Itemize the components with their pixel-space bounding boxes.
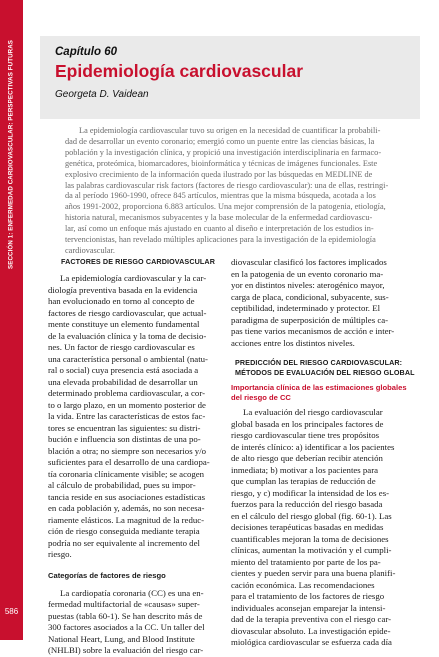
text-line: en la patogenia de un evento coronario ma- — [231, 268, 384, 279]
text-line: para el tratamiento de los factores de riesgo — [231, 591, 385, 601]
text-line: podría no ser equivalente al incremento del — [48, 537, 200, 548]
text-line: de alto riesgo que deberían recibir atención — [231, 453, 383, 463]
text-line: han evolucionado en torno al concepto de — [48, 296, 195, 306]
chapter-label: Capítulo 60 — [55, 46, 117, 58]
page-number: 586 — [4, 607, 19, 616]
abstract-line: tervencionistas, han revelado múltiples aplicaciones para la investigación de la epidemiología — [65, 235, 376, 245]
abstract-line: población y la investigación clínica, y propició una investigación interdisciplinaria en farmaco- — [65, 147, 382, 157]
abstract-line: La epidemiología cardiovascular tuvo su origen en la necesidad de cuantificar la probabili- — [79, 126, 381, 135]
text-line: decisiones terapéuticas basadas en medidas — [231, 522, 384, 532]
abstract-line: genética, proteómica, biomarcadores, bioinformática y técnicas de imágenes funcionales. Este — [65, 158, 378, 168]
subsection-heading: Categorías de factores de riesgo — [48, 570, 166, 580]
text-line: cación económica. Las recomendaciones — [231, 579, 375, 590]
abstract-line: lar, así como un enfoque más ajustado en cuanto al diseño e interpretación de los estudios in- — [65, 224, 374, 234]
text-line: ral o social) cuya presencia está asociada a — [48, 365, 199, 375]
text-line: (NHLBI) sobre la evaluación del riesgo car- — [48, 645, 204, 655]
text-line: mente constituye un elemento fundamental — [48, 319, 200, 329]
paragraph — [48, 588, 228, 657]
text-line: puestas (tabla 60-1). Se han descrito más de — [48, 610, 203, 621]
abstract-line: años 1991-2002, proporciona 6.883 artículos. Una mejor comprensión de la patogenia, etiología, — [65, 202, 386, 212]
text-line: bución e influencia son distintas de una po- — [48, 434, 201, 444]
text-line: acciones entre los distintos niveles. — [231, 337, 355, 348]
subsection-heading: Importancia clínica de las estimaciones globales — [231, 383, 407, 392]
text-line: una elevada probabilidad de desarrollar un — [48, 376, 198, 387]
text-line: cuantificables mejoran la toma de decisiones — [231, 533, 389, 544]
text-line: National Heart, Lung, and Blood Institute — [48, 633, 195, 644]
text-line: to o largo plazo, en un momento posterior de — [48, 399, 206, 410]
text-line: tores se encuentran las siguientes: su distri- — [48, 422, 201, 433]
text-line: una característica personal o ambiental (natu- — [48, 353, 208, 364]
abstract-line — [65, 181, 423, 192]
text-line: tía coronaria clínicamente visible; se acogen — [48, 468, 205, 479]
section-heading: FACTORES DE RIESGO CARDIOVASCULAR — [61, 257, 215, 266]
text-line: pas tiene varios mecanismos de acción e inter- — [231, 326, 395, 336]
text-line: fermedad multifactorial de «causas» super- — [48, 599, 200, 609]
subsection-heading-cont: del riesgo de CC — [231, 393, 291, 402]
section-heading: PREDICCIÓN DEL RIESGO CARDIOVASCULAR: — [235, 358, 403, 367]
text-line: individuales aconsejan emparejar la intensi- — [231, 602, 386, 613]
abstract-line: da al período 1960-1990, ofrece 845 artículos, mientras que la misma búsqueda, acotada a los — [65, 191, 376, 201]
text-line: riesgo, y c) modificar la intensidad de los es- — [231, 487, 390, 498]
text-line: La evaluación del riesgo cardiovascular — [243, 407, 383, 417]
text-line: en el cálculo del riesgo global (fig. 60-1). Las — [231, 510, 392, 521]
left-column — [48, 257, 228, 657]
text-line: miento del tratamiento por parte de los pa- — [231, 556, 381, 567]
text-line: diología preventiva basada en la evidencia — [48, 284, 198, 295]
text-line: diovascular clasificó los factores implicados — [231, 257, 387, 267]
right-column — [231, 257, 423, 649]
abstract-text: las palabras cardiovascular risk factors (factores de riesgo cardiovascular): una de ellas, restringi- — [65, 180, 389, 190]
text-line: la vida. Entre las características de estos fac- — [48, 411, 206, 421]
abstract-line: dad de desarrollar un evento coronario; emergió como un puente entre las ciencias básicas, la — [65, 136, 375, 146]
section-heading-cont: MÉTODOS DE EVALUACIÓN DEL RIESGO GLOBAL — [235, 368, 415, 377]
text-line: de interés clínico: a) identificar a los pacientes — [231, 441, 395, 452]
text-line: de la evaluación clínica y la toma de decisio- — [48, 330, 207, 341]
text-line: riamente elásticos. La magnitud de la reduc- — [48, 514, 205, 525]
text-line: suficientes para el desarrollo de una cardiopa- — [48, 457, 210, 467]
chapter-author: Georgeta D. Vaidean — [55, 89, 149, 100]
text-line: miológica cardiovascular se esfuerza cada día — [231, 637, 392, 647]
text-line: yor en distintos niveles: aterogénico mayor, — [231, 280, 385, 290]
chapter-abstract — [65, 126, 423, 257]
text-line: fuerzos para la reducción del riesgo basada — [231, 499, 383, 509]
abstract-line: explosivo crecimiento de la información queda ilustrado por las búsquedas en MEDLINE de — [65, 169, 373, 179]
text-line: blación a otra; no siempre son necesarios y/o — [48, 445, 207, 456]
text-line: clínicas, aumentan la motivación y el cumpli- — [231, 545, 392, 555]
text-line: dad de la terapia preventiva con el riesgo car- — [231, 614, 392, 624]
paragraph — [231, 257, 423, 349]
text-line: 300 factores asociados a la CC. Un taller del — [48, 622, 205, 632]
text-line: paradigma de superposición de múltiples ca- — [231, 314, 389, 325]
text-line: en cada población y, además, no son necesa- — [48, 503, 205, 513]
abstract-line: historia natural, mecanismos subyacentes y la base molecular de la enfermedad cardiovascu- — [65, 213, 373, 223]
paragraph — [48, 273, 228, 561]
text-line: tancia reside en sus asociaciones estadísticas — [48, 491, 206, 502]
abstract-line: cardiovascular. — [65, 245, 115, 255]
text-line: riesgo. — [48, 549, 72, 559]
text-line: diovascular absoluto. La investigación epide- — [231, 625, 391, 636]
text-line: La epidemiología cardiovascular y la car- — [60, 273, 207, 283]
chapter-title: Epidemiología cardiovascular — [55, 61, 303, 81]
paragraph — [231, 407, 423, 649]
text-line: inmediata; b) motivar a los pacientes para — [231, 464, 379, 475]
text-line: ción de riesgo conseguida mediante terapia — [48, 526, 200, 536]
text-line: global basada en los principales factores de — [231, 418, 384, 429]
text-line: carga de placa, condicional, subyacente, sus- — [231, 291, 389, 302]
section-sidebar — [0, 0, 23, 640]
text-line: factores de riesgo cardiovascular, que actual- — [48, 307, 207, 318]
text-line: La cardiopatía coronaria (CC) es una en- — [60, 587, 204, 598]
section-label: SECCIÓN 1: ENFERMEDAD CARDIOVASCULAR: PERSPECTIVAS FUTURAS — [7, 40, 15, 270]
text-line: nes. Un factor de riesgo cardiovascular es — [48, 342, 195, 352]
text-line: que cumplan las terapias de reducción de — [231, 476, 376, 486]
text-line: riesgo cardiovascular tiene tres propósitos — [231, 430, 380, 440]
text-line: determinado problema cardiovascular, a cor- — [48, 388, 206, 398]
text-line: cientes y pueden servir para una buena planifi- — [231, 568, 396, 578]
text-line: ceptibilidad, indeterminado y protector. El — [231, 303, 381, 313]
text-line: al cálculo de probabilidad, pues su impor- — [48, 480, 196, 490]
